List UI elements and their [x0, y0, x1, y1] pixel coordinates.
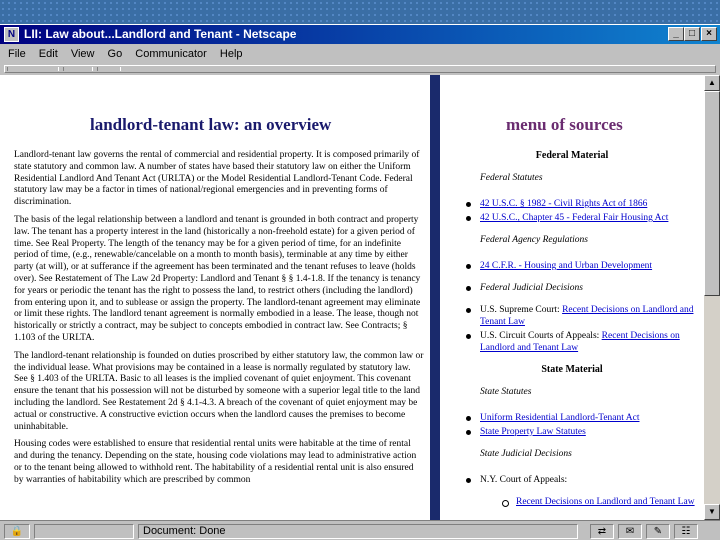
menu-file[interactable]: File: [8, 48, 26, 60]
source-link[interactable]: Recent Decisions on Landlord and Tenant Law: [480, 331, 680, 353]
menu-view[interactable]: View: [70, 48, 95, 60]
federal-judicial-label: Federal Judicial Decisions: [480, 283, 583, 293]
minimize-button[interactable]: _: [668, 27, 684, 41]
list-item: [440, 330, 704, 354]
maximize-button[interactable]: □: [684, 27, 700, 41]
close-button[interactable]: ×: [701, 27, 717, 41]
list-item: [440, 282, 704, 294]
paragraph: The basis of the legal relationship between a landlord and tenant is grounded in both contract and property law. The tenant has a property interest in the land (historically a non-freehold estate) for a given period of time. See Real Property. The length of the tenancy may be for a given period of time, for an indefinite period of time, (e.g., renewable/cancelable on a month to month basis), terminable at any time by either party (at will), or at sufferance if the agreement has been terminated and the tenant refuses to leave (holds over). See Restatement of The Law 2d Property: Landlord and Tenant § § 1.4-1.8. If the tenancy is tenancy for years or periodic the tenant has the right to possess the land, to restrict others (including the landlord) from entering upon it, and to sublease or assign the property. The landlord-tenant agreement may eliminate or limit these rights. The landlord tenant agreement is normally embodied in a lease. The lease, though not historically or strictly a contract, may be subject to concepts embodied in contract law. See Contracts; § 1.103 of the URLTA.: [14, 214, 421, 343]
title-bar[interactable]: [0, 25, 720, 44]
menu-help[interactable]: Help: [219, 48, 243, 60]
list-item: [440, 198, 704, 210]
toolbar-grip[interactable]: [63, 67, 93, 71]
menu-go[interactable]: Go: [107, 48, 123, 60]
list-item: [440, 260, 704, 272]
court-name: U.S. Supreme Court:: [480, 305, 563, 315]
source-link[interactable]: 42 U.S.C., Chapter 45 - Federal Fair Housing Act: [480, 213, 669, 223]
menu-communicator[interactable]: Communicator: [135, 48, 207, 60]
toolbar-grip[interactable]: [97, 67, 121, 71]
list-item: [440, 496, 704, 508]
list-item: [440, 426, 704, 438]
composer-icon[interactable]: ✎: [646, 524, 670, 539]
status-bar: [0, 520, 720, 540]
window-title: LII: Law about...Landlord and Tenant - Netscape: [24, 27, 297, 41]
column-divider: [430, 75, 440, 520]
status-text: Document: Done: [138, 524, 578, 539]
list-item: [440, 304, 704, 328]
sources-column: [440, 75, 704, 520]
browser-window: [0, 24, 720, 540]
source-link[interactable]: 42 U.S.C. § 1982 - Civil Rights Act of 1866: [480, 199, 648, 209]
sources-title: menu of sources: [506, 115, 623, 134]
vertical-scrollbar[interactable]: [704, 75, 720, 520]
source-link[interactable]: Recent Decisions on Landlord and Tenant Law: [480, 305, 694, 327]
toolbar-grip[interactable]: [7, 67, 59, 71]
page-content: [0, 75, 704, 520]
state-section-title: State Material: [541, 364, 603, 375]
paragraph: The landlord-tenant relationship is founded on duties proscribed by either statutory law, the common law or the individual lease. What provisions may be contained in a lease is normally regulated by statutory law. See § 1.403 of the URLTA. Basic to all leases is the implied covenant of quiet enjoyment. This covenant ensure the tenant that his possession will not be disturbed by someone with a superior legal title to the land including the landlord. See Restatement 2d § 4.1-4.3. A breach of the covenant of quiet enjoyment may be actual or constructive. A constructive eviction occurs when the landlord causes the premises to become uninhabitable.: [14, 350, 424, 432]
collapsed-toolbars[interactable]: [4, 65, 716, 73]
federal-section-title: Federal Material: [535, 150, 609, 161]
federal-statutes-label: Federal Statutes: [480, 173, 543, 183]
source-link[interactable]: State Property Law Statutes: [480, 427, 586, 437]
page-title: landlord-tenant law: an overview: [90, 115, 332, 134]
court-name: U.S. Circuit Courts of Appeals:: [480, 331, 602, 341]
offline-icon[interactable]: ⇄: [590, 524, 614, 539]
scroll-up-icon[interactable]: ▲: [704, 75, 720, 91]
scroll-thumb[interactable]: [704, 91, 720, 296]
source-link[interactable]: 24 C.F.R. - Housing and Urban Development: [480, 261, 653, 271]
list-item: [440, 412, 704, 424]
list-item: [440, 212, 704, 224]
progress-indicator: [34, 524, 134, 539]
mail-icon[interactable]: ✉: [618, 524, 642, 539]
state-judicial-label: State Judicial Decisions: [480, 449, 572, 459]
source-link[interactable]: Uniform Residential Landlord-Tenant Act: [480, 413, 640, 423]
source-link[interactable]: Recent Decisions on Landlord and Tenant Law: [516, 497, 695, 507]
security-lock-icon[interactable]: 🔒: [4, 524, 30, 539]
court-name: N.Y. Court of Appeals:: [480, 475, 568, 485]
discussion-icon[interactable]: ☷: [674, 524, 698, 539]
overview-column: [0, 75, 430, 520]
list-item: [440, 474, 704, 486]
menu-bar: [0, 44, 720, 64]
menu-edit[interactable]: Edit: [38, 48, 58, 60]
state-statutes-label: State Statutes: [480, 387, 532, 397]
paragraph: Housing codes were established to ensure that residential rental units were habitable at the time of rental and during the tenancy. Depending on the state, housing code violations may lead to administrative action or to the tenant being allowed to withhold rent. The habitability of a residential rental unit is also ensured by warranties of habitability which are prescribed by common: [14, 439, 417, 485]
federal-regs-label: Federal Agency Regulations: [480, 235, 588, 245]
netscape-icon[interactable]: N: [4, 27, 19, 42]
scroll-down-icon[interactable]: ▼: [704, 504, 720, 520]
paragraph: Landlord-tenant law governs the rental of commercial and residential property. It is composed primarily of state statutory and common law. A number of states have based their statutory law on either the Uniform Residential Landlord And Tenant Act (URLTA) or the Model Residential Landlord-Tenant Code. Federal statutory law may be a factor in times of national/regional emergencies and in preventing forms of discrimination.: [14, 150, 420, 208]
